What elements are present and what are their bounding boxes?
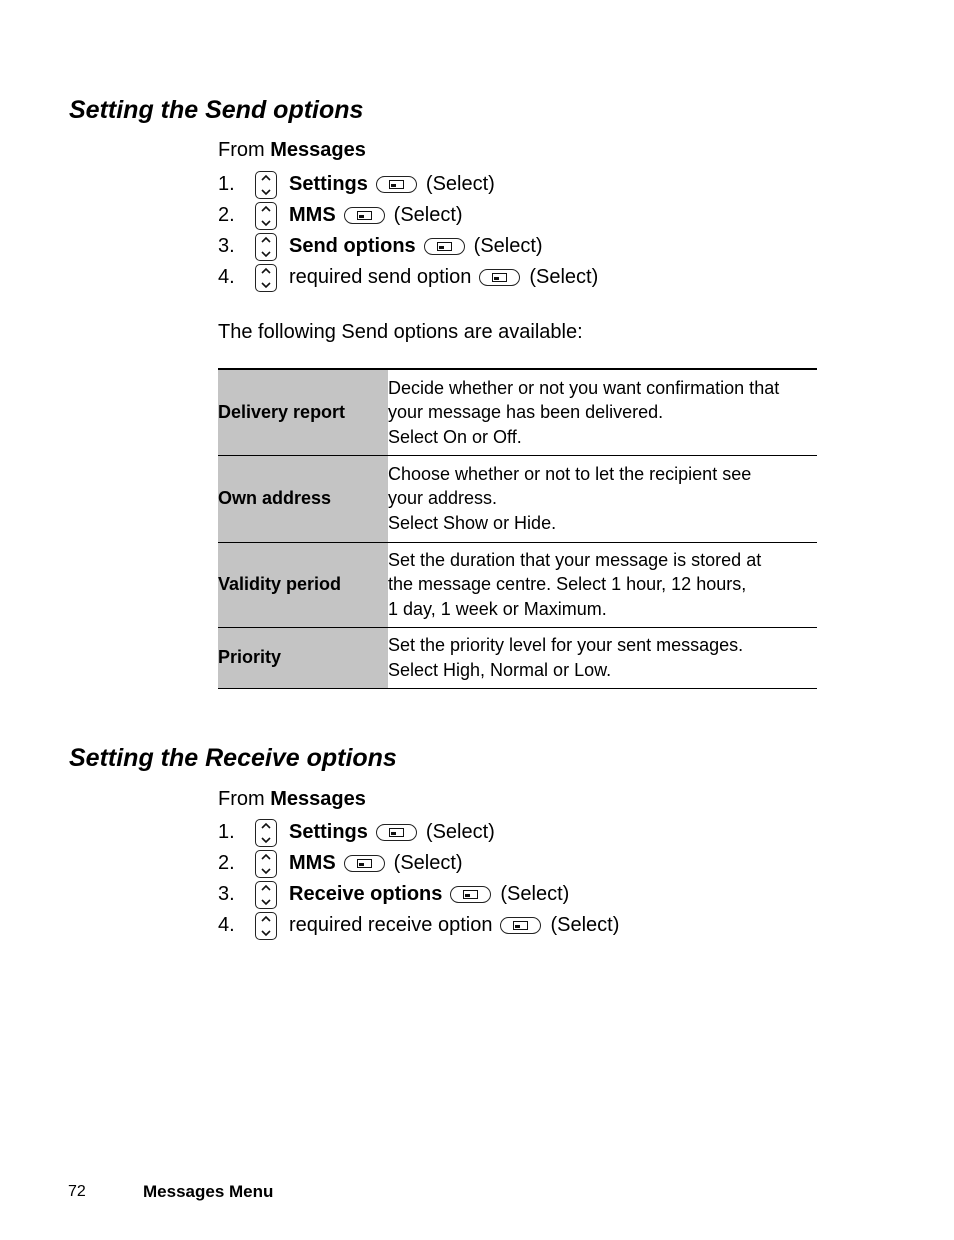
navigation-key-icon <box>255 819 277 847</box>
description-line: Select On or Off. <box>388 426 522 447</box>
footer-section-title: Messages Menu <box>143 1182 274 1201</box>
description-line: Decide whether or not you want confirmation that <box>388 377 780 398</box>
navigation-key-icon <box>255 233 277 261</box>
navigation-key-icon <box>255 850 277 878</box>
table-row <box>218 627 817 688</box>
receive-steps-list <box>218 817 619 941</box>
select-key-icon <box>479 269 520 286</box>
send-steps-list <box>218 169 598 293</box>
description-line: the message centre. Select 1 hour, 12 hours, <box>388 574 747 595</box>
step-label: MMS <box>289 204 336 226</box>
description-line: Set the priority level for your sent messages. <box>388 635 744 655</box>
step-number: 3. <box>218 235 235 257</box>
select-key-icon <box>424 238 465 255</box>
send-options-table <box>218 368 817 689</box>
description-line: Select High, Normal or Low. <box>388 659 612 680</box>
step-number: 1. <box>218 821 235 843</box>
step-label: Settings <box>289 173 368 195</box>
step-label: Receive options <box>289 883 443 905</box>
step-number: 3. <box>218 883 235 905</box>
step-number: 4. <box>218 914 235 936</box>
step-label: MMS <box>289 852 336 874</box>
step-number: 4. <box>218 266 235 288</box>
step-action: (Select) <box>550 914 620 936</box>
receive-step-4 <box>218 910 619 941</box>
navigation-key-icon <box>255 202 277 230</box>
option-term: Delivery report <box>218 369 388 455</box>
from-menu-name: Messages <box>270 788 366 810</box>
option-term: Validity period <box>218 542 388 627</box>
send-step-3 <box>218 231 598 262</box>
option-description <box>388 455 817 542</box>
description-line: 1 day, 1 week or Maximum. <box>388 598 607 619</box>
send-options-heading: Setting the Send options <box>69 96 364 124</box>
step-action: (Select) <box>425 173 495 195</box>
step-action: (Select) <box>529 266 599 288</box>
step-label: required send option <box>289 266 472 288</box>
select-key-icon <box>344 207 385 224</box>
navigation-key-icon <box>255 912 277 940</box>
table-row <box>218 542 817 627</box>
description-line: your address. <box>388 488 498 509</box>
step-label: Send options <box>289 235 416 257</box>
step-number: 1. <box>218 173 235 195</box>
navigation-key-icon <box>255 171 277 199</box>
receive-step-1 <box>218 817 619 848</box>
select-key-icon <box>344 855 385 872</box>
page-number: 72 <box>68 1183 86 1200</box>
step-action: (Select) <box>393 204 463 226</box>
description-line: Select Show or Hide. <box>388 512 557 533</box>
description-line: Set the duration that your message is stored at <box>388 549 762 570</box>
step-label: required receive option <box>289 914 493 936</box>
description-line: your message has been delivered. <box>388 402 664 422</box>
step-label: Settings <box>289 821 368 843</box>
receive-options-heading: Setting the Receive options <box>69 744 397 772</box>
from-prefix: From <box>218 788 265 810</box>
option-term: Own address <box>218 455 388 542</box>
table-row <box>218 455 817 542</box>
step-action: (Select) <box>473 235 543 257</box>
navigation-key-icon <box>255 264 277 292</box>
step-number: 2. <box>218 852 235 874</box>
send-step-2 <box>218 200 598 231</box>
send-from-line <box>218 138 366 162</box>
select-key-icon <box>376 824 417 841</box>
option-description <box>388 542 817 627</box>
navigation-key-icon <box>255 881 277 909</box>
step-number: 2. <box>218 204 235 226</box>
step-action: (Select) <box>425 821 495 843</box>
option-description <box>388 369 817 455</box>
select-key-icon <box>500 917 541 934</box>
option-description <box>388 627 817 688</box>
send-step-1 <box>218 169 598 200</box>
from-menu-name: Messages <box>270 139 366 161</box>
receive-from-line <box>218 787 366 811</box>
select-key-icon <box>376 176 417 193</box>
option-term: Priority <box>218 627 388 688</box>
step-action: (Select) <box>393 852 463 874</box>
description-line: Choose whether or not to let the recipient see <box>388 463 752 484</box>
table-row <box>218 369 817 455</box>
from-prefix: From <box>218 139 265 161</box>
step-action: (Select) <box>500 883 570 905</box>
send-step-4 <box>218 262 598 293</box>
select-key-icon <box>450 886 491 903</box>
receive-step-2 <box>218 848 619 879</box>
send-options-intro: The following Send options are available: <box>218 321 583 343</box>
receive-step-3 <box>218 879 619 910</box>
